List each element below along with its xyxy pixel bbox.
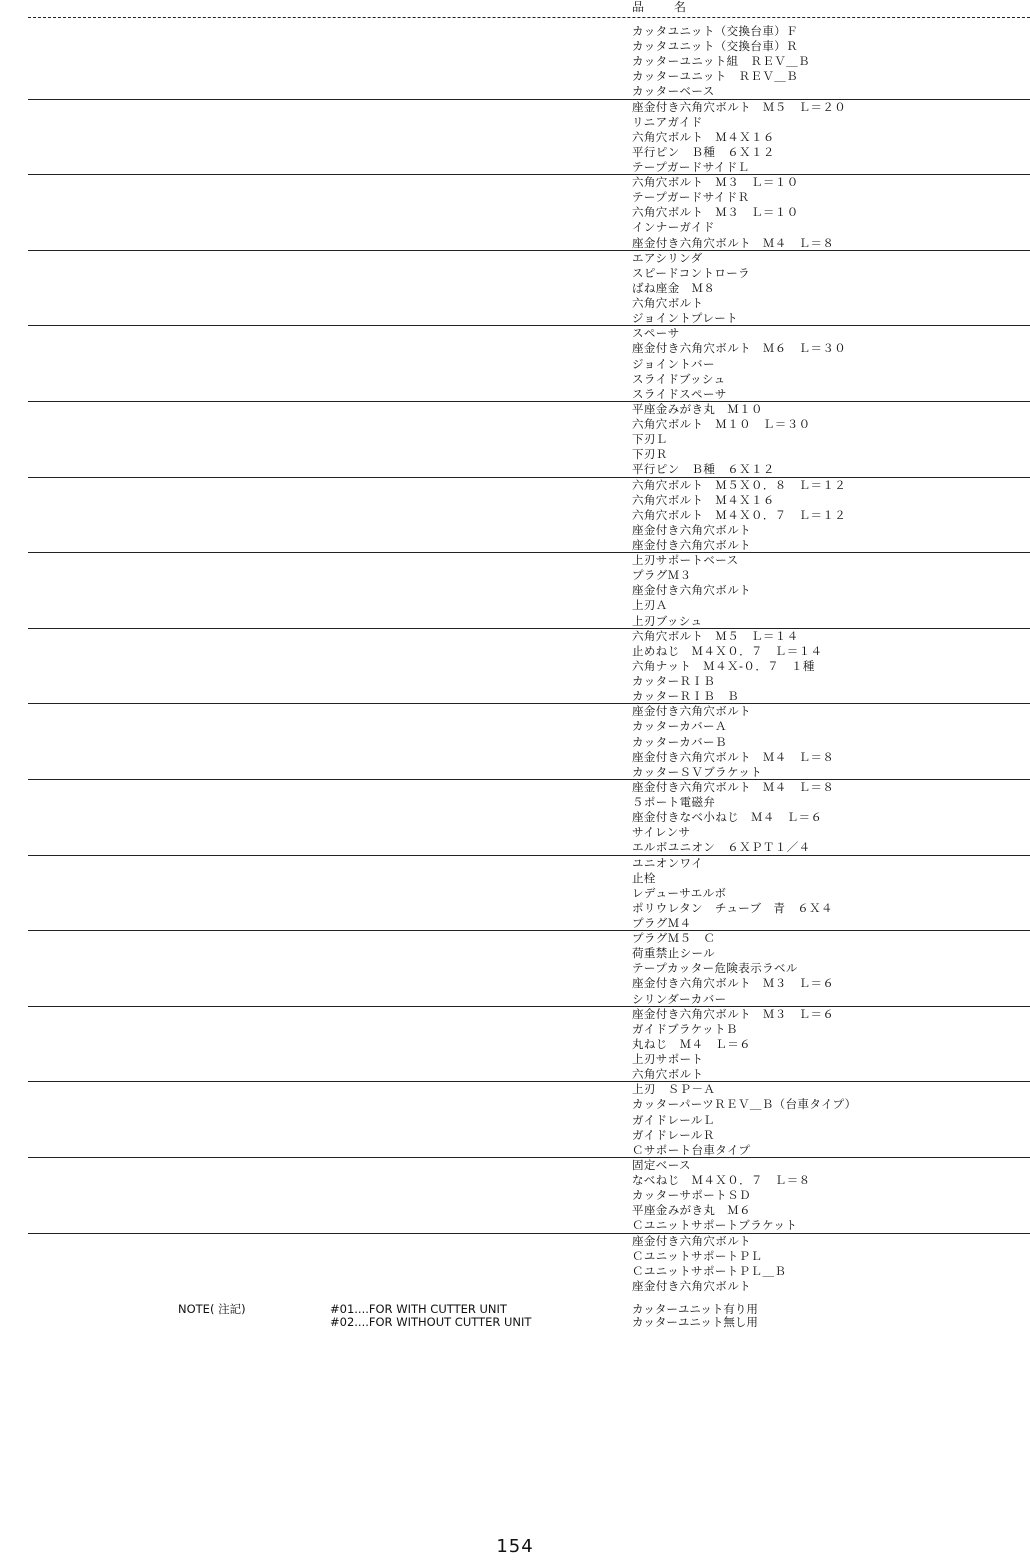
- part-name: レデューサエルボ: [632, 885, 727, 900]
- part-name: 座金付き六角穴ボルト: [632, 1233, 751, 1248]
- part-name: 座金付き六角穴ボルト: [632, 1278, 751, 1293]
- part-name: カッターカバーＢ: [632, 734, 727, 749]
- header-dashed-divider: [28, 17, 1030, 18]
- part-name: 六角穴ボルト: [632, 296, 704, 311]
- part-name: 平座金みがき丸 Ｍ６: [632, 1203, 751, 1218]
- part-name: なべねじ Ｍ４Ｘ０．７ Ｌ＝８: [632, 1173, 811, 1187]
- part-name: 座金付き六角穴ボルト: [632, 583, 751, 598]
- parts-group: [28, 704, 1030, 780]
- part-name: プラグＭ４: [632, 915, 692, 930]
- part-name: 上刃ブッシュ: [632, 613, 703, 628]
- part-name: 平座金みがき丸 Ｍ１０: [632, 401, 763, 416]
- part-name: スピードコントローラ: [632, 265, 751, 280]
- parts-group: [28, 931, 1030, 1007]
- part-name: 止めねじ Ｍ４Ｘ０．７ Ｌ＝１４: [632, 643, 823, 658]
- part-name: インナーガイド: [632, 220, 715, 235]
- part-name: プラグＭ３: [632, 568, 692, 583]
- part-name: ＣユニットサポートＰＬ: [632, 1248, 763, 1263]
- part-name: 上刃サポートベース: [632, 553, 739, 568]
- parts-group: [28, 1007, 1030, 1083]
- part-name: エアシリンダ: [632, 250, 703, 265]
- part-name: ジョイントバー: [632, 356, 715, 371]
- part-name: 六角ナット Ｍ４Ｘ-０．７ １種: [632, 658, 815, 673]
- parts-group: [28, 629, 1030, 705]
- parts-group: [28, 856, 1030, 932]
- part-name: カッタユニット（交換台車）Ｒ: [632, 39, 799, 54]
- part-name: シリンダーカバー: [632, 991, 727, 1006]
- part-name: 座金付き六角穴ボルト Ｍ４ Ｌ＝８: [632, 235, 835, 250]
- part-name: カッターＲＩＢ: [632, 674, 716, 689]
- part-name: 座金付き六角穴ボルト: [632, 704, 751, 719]
- part-name: ポリウレタン チューブ 青 ６Ｘ４: [632, 900, 833, 915]
- parts-group: [28, 326, 1030, 402]
- parts-group: [28, 402, 1030, 478]
- part-name: ５ポート電磁弁: [632, 795, 716, 810]
- part-name: テープカッター危険表示ラベル: [632, 961, 798, 976]
- part-name: ジョイントプレート: [632, 311, 739, 326]
- part-name: 六角穴ボルト Ｍ４Ｘ１６: [632, 129, 775, 144]
- parts-group: [28, 175, 1030, 251]
- parts-list: [0, 24, 1030, 1309]
- part-name: 六角穴ボルト Ｍ３ Ｌ＝１０: [632, 175, 799, 190]
- note-japanese: [632, 1303, 758, 1329]
- part-name: ＣユニットサポートＰＬ＿Ｂ: [632, 1263, 787, 1278]
- part-name: テープガードサイドＬ: [632, 159, 750, 174]
- part-name: ガイドブラケットＢ: [632, 1021, 738, 1036]
- part-name: ばね座金 Ｍ８: [632, 280, 716, 295]
- part-name: スライドスペーサ: [632, 386, 727, 401]
- part-name: リニアガイド: [632, 114, 703, 129]
- parts-list-header: [0, 0, 1030, 18]
- part-name: Ｃユニットサポートブラケット: [632, 1218, 798, 1233]
- part-name: 座金付き六角穴ボルト Ｍ５ Ｌ＝２０: [632, 99, 847, 114]
- part-name: カッターサポートＳＤ: [632, 1188, 751, 1203]
- parts-group: [28, 478, 1030, 554]
- parts-group: [28, 780, 1030, 856]
- part-name: 六角穴ボルト Ｍ４Ｘ１６: [632, 492, 775, 507]
- part-name: カッターＳＶブラケット: [632, 764, 763, 779]
- parts-group: [28, 1082, 1030, 1158]
- part-name: ガイドレールＬ: [632, 1112, 715, 1127]
- part-name: 下刃Ｒ: [632, 447, 668, 462]
- part-name: 六角穴ボルト Ｍ４Ｘ０．７ Ｌ＝１２: [632, 507, 847, 522]
- part-name: 上刃 ＳＰ－Ａ: [632, 1082, 716, 1097]
- part-name: 座金付き六角穴ボルト: [632, 522, 751, 537]
- parts-group: [28, 553, 1030, 629]
- note-section: [0, 1303, 1030, 1343]
- part-name: 平行ピン Ｂ種 ６Ｘ１２: [632, 144, 775, 159]
- part-name: エルボユニオン ６ＸＰＴ１／４: [632, 840, 811, 855]
- part-name: カッターカバーＡ: [632, 719, 727, 734]
- part-name: 六角穴ボルト Ｍ３ Ｌ＝１０: [632, 205, 799, 220]
- part-name: カッタユニット（交換台車）Ｆ: [632, 24, 799, 38]
- parts-group: [28, 24, 1030, 100]
- parts-group: [28, 251, 1030, 327]
- part-name: ユニオンワイ: [632, 855, 704, 870]
- parts-group: [28, 1234, 1030, 1310]
- part-name: カッターベース: [632, 84, 715, 99]
- part-name: カッターパーツＲＥＶ＿Ｂ（台車タイプ）: [632, 1097, 857, 1112]
- part-name: カッターＲＩＢ Ｂ: [632, 689, 739, 704]
- part-name: テープガードサイドＲ: [632, 190, 750, 205]
- part-name: 座金付き六角穴ボルト Ｍ３ Ｌ＝６: [632, 1006, 835, 1021]
- part-name: ガイドレールＲ: [632, 1127, 715, 1142]
- note-code-01: #01....FOR WITH CUTTER UNIT: [330, 1302, 507, 1316]
- part-name: Ｃサポート台車タイプ: [632, 1142, 751, 1157]
- part-name: 上刃Ａ: [632, 598, 668, 613]
- note-japanese-01: カッターユニット有り用: [632, 1302, 758, 1316]
- part-name: カッターユニット組 ＲＥＶ＿Ｂ: [632, 54, 810, 69]
- part-name: 六角穴ボルト Ｍ５Ｘ０．８ Ｌ＝１２: [632, 477, 847, 492]
- part-name: 座金付き六角穴ボルト Ｍ４ Ｌ＝８: [632, 749, 835, 764]
- page-number: 154: [496, 1536, 534, 1557]
- part-name: サイレンサ: [632, 825, 691, 840]
- part-name: 荷重禁止シール: [632, 946, 716, 961]
- part-name: 座金付き六角穴ボルト Ｍ６ Ｌ＝３０: [632, 341, 847, 356]
- part-name: 六角穴ボルト: [632, 1067, 704, 1082]
- part-name: 固定ベース: [632, 1157, 691, 1172]
- note-label: NOTE( 注記): [178, 1302, 246, 1316]
- note-code-02: #02....FOR WITHOUT CUTTER UNIT: [330, 1315, 532, 1329]
- part-name: 止栓: [632, 870, 656, 885]
- parts-group: [28, 100, 1030, 176]
- part-name: 下刃Ｌ: [632, 432, 668, 447]
- note-codes: [330, 1303, 531, 1329]
- part-name: 六角穴ボルト Ｍ５ Ｌ＝１４: [632, 628, 799, 643]
- part-name: スライドブッシュ: [632, 371, 726, 386]
- part-name: プラグＭ５ Ｃ: [632, 931, 716, 946]
- part-name: 平行ピン Ｂ種 ６Ｘ１２: [632, 462, 775, 477]
- part-name: カッターユニット ＲＥＶ＿Ｂ: [632, 69, 799, 84]
- part-name: 六角穴ボルト Ｍ１０ Ｌ＝３０: [632, 417, 811, 432]
- part-name: 座金付き六角穴ボルト Ｍ３ Ｌ＝６: [632, 976, 835, 991]
- part-name: 上刃サポート: [632, 1052, 704, 1067]
- part-name-column-header: 品 名: [632, 0, 696, 14]
- note-japanese-02: カッターユニット無し用: [632, 1315, 758, 1329]
- part-name: 丸ねじ Ｍ４ Ｌ＝６: [632, 1036, 751, 1051]
- part-name: 座金付き六角穴ボルト: [632, 537, 751, 552]
- part-name: スペーサ: [632, 326, 680, 341]
- part-name: 座金付きなべ小ねじ Ｍ４ Ｌ＝６: [632, 810, 823, 825]
- parts-group: [28, 1158, 1030, 1234]
- part-name: 座金付き六角穴ボルト Ｍ４ Ｌ＝８: [632, 779, 835, 794]
